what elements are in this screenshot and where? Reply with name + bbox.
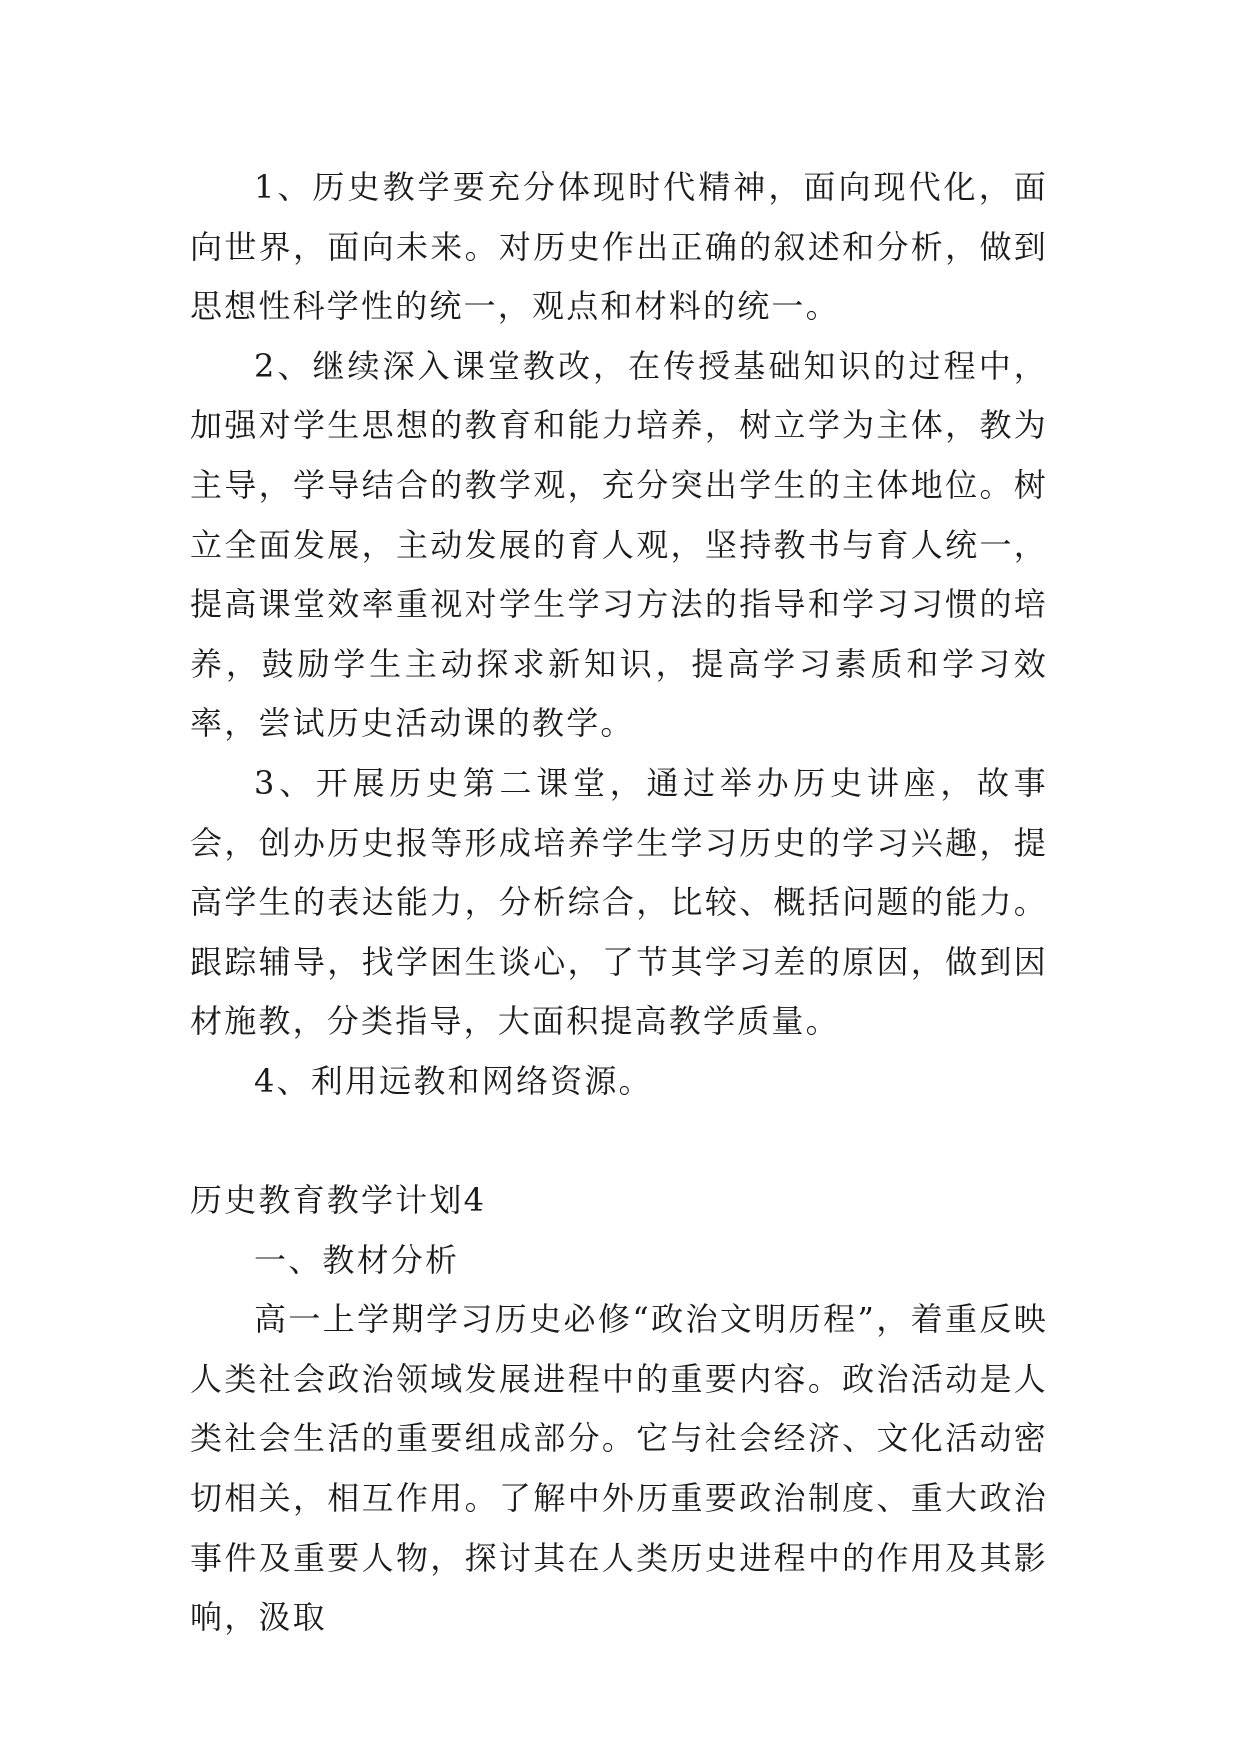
section-spacer xyxy=(190,1112,1048,1172)
paragraph-textbook-analysis: 高一上学期学习历史必修“政治文明历程”，着重反映人类社会政治领域发展进程中的重要内容。政治活动是人类社会生活的重要组成部分。它与社会经济、文化活动密切相关，相互作用。了解中外历重要政治制度、重大政治事件及重要人物，探讨其在人类历史进程中的作用及其影响，汲取 xyxy=(190,1300,1048,1637)
section-title: 历史教育教学计划4 xyxy=(190,1181,487,1220)
document-body xyxy=(190,158,1048,1648)
paragraph-item-1: 1、历史教学要充分体现时代精神，面向现代化，面向世界，面向未来。对历史作出正确的叙述和分析，做到思想性科学性的统一，观点和材料的统一。 xyxy=(190,168,1048,326)
subsection-title: 一、教材分析 xyxy=(254,1240,460,1279)
paragraph-item-4: 4、利用远教和网络资源。 xyxy=(254,1061,653,1100)
paragraph-item-2: 2、继续深入课堂教改，在传授基础知识的过程中，加强对学生思想的教育和能力培养，树立学为主体，教为主导，学导结合的教学观，充分突出学生的主体地位。树立全面发展，主动发展的育人观，坚持教书与育人统一，提高课堂效率重视对学生学习方法的指导和学习习惯的培养，鼓励学生主动探求新知识，提高学习素质和学习效率，尝试历史活动课的教学。 xyxy=(190,346,1048,743)
paragraph-item-3: 3、开展历史第二课堂，通过举办历史讲座，故事会，创办历史报等形成培养学生学习历史的学习兴趣，提高学生的表达能力，分析综合，比较、概括问题的能力。跟踪辅导，找学困生谈心，了节其学习差的原因，做到因材施教，分类指导，大面积提高教学质量。 xyxy=(190,763,1048,1041)
